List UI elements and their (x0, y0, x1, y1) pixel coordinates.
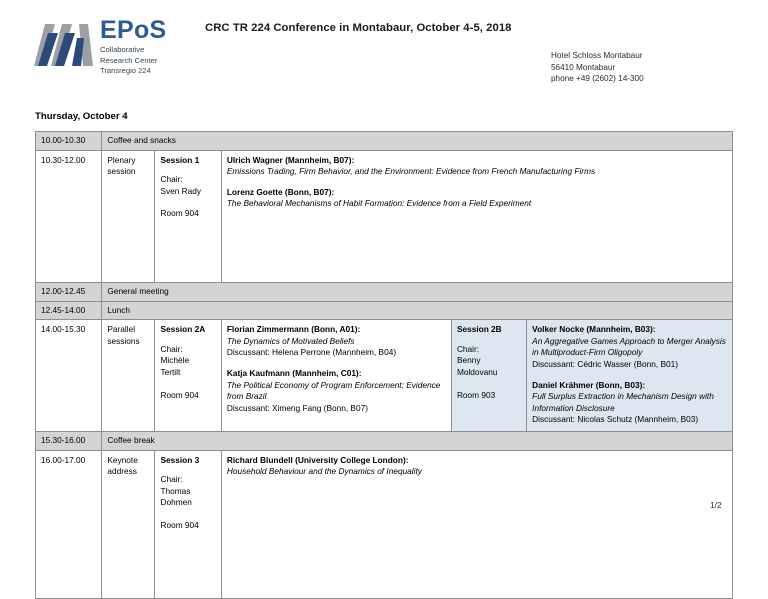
epos-logo (34, 16, 224, 80)
session-room: Room 904 (160, 389, 199, 400)
session-name: Session 1 (160, 154, 200, 165)
row-type-line-2: address (107, 466, 137, 477)
row-type (102, 450, 155, 598)
row-time: 12.45-14.00 (36, 301, 102, 320)
talk-speaker: Florian Zimmermann (Bonn, A01): (226, 324, 361, 335)
table-row (36, 132, 733, 151)
table-row (36, 150, 733, 282)
talk-speaker: Daniel Krähmer (Bonn, B03): (532, 379, 646, 390)
talk-title: The Political Economy of Program Enforcement: Evidence from Brazil (226, 379, 441, 402)
session-name: Session 2A (160, 324, 206, 335)
talk-entry (227, 324, 446, 359)
epos-subtitle-line-2: Research Center (100, 55, 158, 65)
talk-entry (532, 324, 727, 370)
venue-line-1: Hotel Schloss Montabaur (551, 51, 643, 60)
row-spacer (227, 487, 727, 593)
row-type (102, 320, 155, 432)
venue-line-3: phone +49 (2602) 14-300 (551, 74, 644, 84)
session-info (155, 450, 221, 598)
table-row (36, 301, 733, 320)
session-name: Session 3 (160, 454, 200, 465)
talk-discussant: Discussant: Nicolas Schutz (Mannheim, B03) (532, 414, 699, 425)
session-room: Room 904 (160, 208, 199, 219)
row-type (102, 150, 155, 282)
row-time: 10.00-10.30 (36, 132, 102, 151)
session-b-talks (527, 320, 733, 432)
session-chair-label: Chair: (160, 174, 183, 185)
session-chair-line-1: Benny (456, 355, 481, 366)
epos-chevrons-icon (34, 22, 94, 68)
row-time: 12.00-12.45 (36, 282, 102, 301)
row-time: 10.30-12.00 (36, 150, 102, 282)
session-chair-line-1: Michèle (160, 355, 190, 366)
epos-wordmark: EPoS (100, 16, 167, 44)
session-chair-line-2: Moldovanu (456, 366, 498, 377)
page-header (0, 0, 768, 100)
talk-entry (532, 380, 727, 426)
day-heading: Thursday, October 4 (35, 111, 128, 122)
table-row (36, 320, 733, 432)
talk-title: Household Behaviour and the Dynamics of Inequality (226, 466, 422, 477)
row-spacer (227, 219, 727, 277)
talk-entry (227, 155, 727, 178)
venue-line-2: 56410 Montabaur (551, 62, 616, 72)
epos-subtitle-line-1: Collaborative (100, 45, 145, 54)
row-type-line-2: sessions (107, 335, 140, 346)
row-label: Coffee and snacks (102, 132, 733, 151)
talk-discussant: Discussant: Helena Perrone (Mannheim, B04) (226, 347, 397, 358)
talk-speaker: Richard Blundell (University College London): (226, 454, 409, 465)
table-row (36, 450, 733, 598)
row-label: General meeting (102, 282, 733, 301)
session-chair-line-2: Dohmen (160, 497, 192, 508)
page-title: CRC TR 224 Conference in Montabaur, October 4-5, 2018 (205, 22, 512, 34)
table-row (36, 431, 733, 450)
session-room: Room 904 (160, 519, 199, 530)
session-chair-label: Chair: (160, 474, 183, 485)
talk-title: The Behavioral Mechanisms of Habit Formation: Evidence from a Field Experiment (226, 198, 532, 209)
talk-title: Emissions Trading, Firm Behavior, and the Environment: Evidence from French Manufacturing Firms (226, 166, 596, 177)
talk-speaker: Ulrich Wagner (Mannheim, B07): (226, 154, 355, 165)
row-type-line-1: Plenary (107, 154, 136, 165)
talk-speaker: Lorenz Goette (Bonn, B07): (226, 186, 335, 197)
talk-discussant: Discussant: Cédric Wasser (Bonn, B01) (532, 358, 679, 369)
talk-speaker: Katja Kaufmann (Mannheim, C01): (226, 367, 362, 378)
row-time: 14.00-15.30 (36, 320, 102, 432)
schedule-table (35, 131, 733, 599)
talk-entry (227, 455, 727, 478)
session-chair-line-1: Sven Rady (160, 185, 202, 196)
session-chair-label: Chair: (160, 343, 183, 354)
session-b-info (451, 320, 526, 432)
session-talks (221, 450, 732, 598)
row-label: Coffee break (102, 431, 733, 450)
session-chair-label: Chair: (456, 343, 480, 354)
talk-title: The Dynamics of Motivated Beliefs (226, 335, 355, 346)
session-talks (221, 150, 732, 282)
session-a-info (155, 320, 221, 432)
row-type-line-2: session (107, 166, 136, 177)
row-label: Lunch (102, 301, 733, 320)
talk-discussant: Discussant: Ximeng Fang (Bonn, B07) (226, 402, 368, 413)
row-type-line-1: Keynote (107, 454, 138, 465)
session-chair-line-1: Thomas (160, 485, 191, 496)
talk-title: An Aggregative Games Approach to Merger Analysis in Multiproduct-Firm Oligopoly (532, 335, 726, 358)
session-room: Room 903 (456, 389, 496, 400)
session-a-talks (221, 320, 451, 432)
table-row (36, 282, 733, 301)
session-name: Session 2B (456, 324, 502, 335)
row-time: 15.30-16.00 (36, 431, 102, 450)
page-number: 1/2 (710, 500, 722, 510)
talk-speaker: Volker Nocke (Mannheim, B03): (532, 324, 656, 335)
row-time: 16.00-17.00 (36, 450, 102, 598)
venue-address (551, 50, 644, 85)
session-info (155, 150, 221, 282)
session-chair-line-2: Tertilt (160, 366, 181, 377)
talk-title: Full Surplus Extraction in Mechanism Design with Information Disclosure (532, 391, 714, 413)
epos-subtitle-line-3: Transregio 224 (100, 66, 151, 76)
talk-entry (227, 368, 446, 414)
talk-entry (227, 187, 727, 210)
row-type-line-1: Parallel (107, 324, 136, 335)
